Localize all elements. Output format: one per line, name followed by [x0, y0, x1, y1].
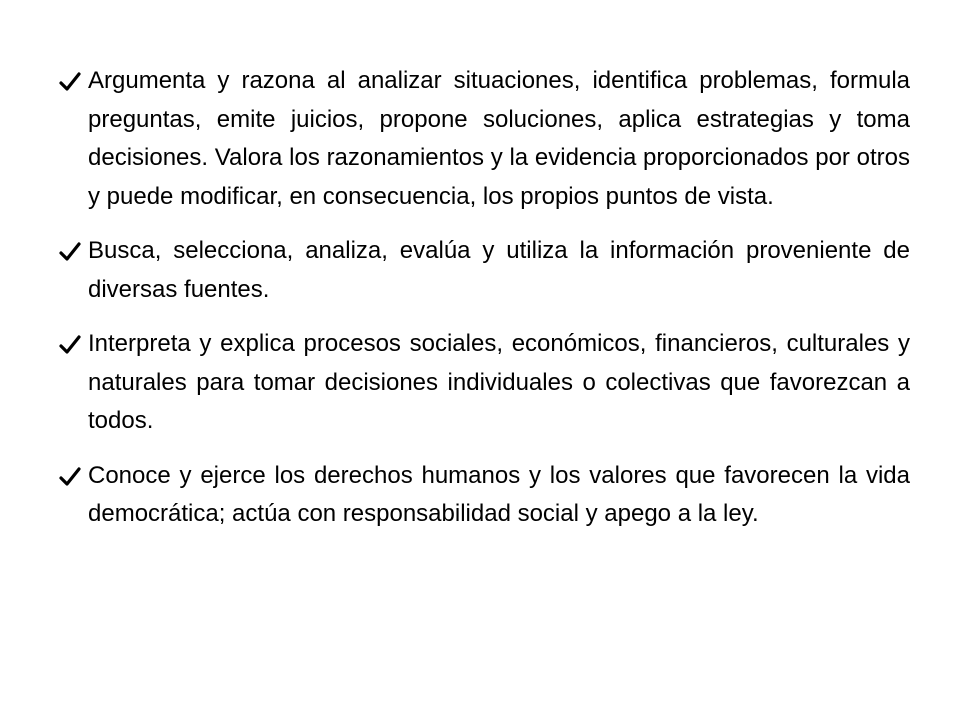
bullet-item — [58, 457, 910, 534]
checkmark-icon — [58, 333, 82, 357]
checkmark-icon — [58, 240, 82, 264]
bullet-text: Argumenta y razona al analizar situaciones, identifica problemas, formula preguntas, emite juicios, propone soluciones, aplica estrategias y toma decisiones. Valora los razonamientos y la evidencia proporcionados por otros y puede modificar, en consecuencia, los propios puntos de vista. — [88, 67, 910, 210]
bullet-text: Interpreta y explica procesos sociales, económicos, financieros, culturales y naturales para tomar decisiones individuales o colectivas que favorezcan a todos. — [88, 330, 910, 434]
bullet-list — [58, 62, 910, 550]
bullet-text: Conoce y ejerce los derechos humanos y los valores que favorecen la vida democrática; actúa con responsabilidad social y apego a la ley. — [88, 461, 910, 527]
bullet-item — [58, 232, 910, 309]
checkmark-icon — [58, 70, 82, 94]
checkmark-icon — [58, 465, 82, 489]
bullet-text: Busca, selecciona, analiza, evalúa y utiliza la información proveniente de diversas fuentes. — [88, 237, 910, 303]
bullet-item — [58, 62, 910, 216]
bullet-item — [58, 325, 910, 441]
